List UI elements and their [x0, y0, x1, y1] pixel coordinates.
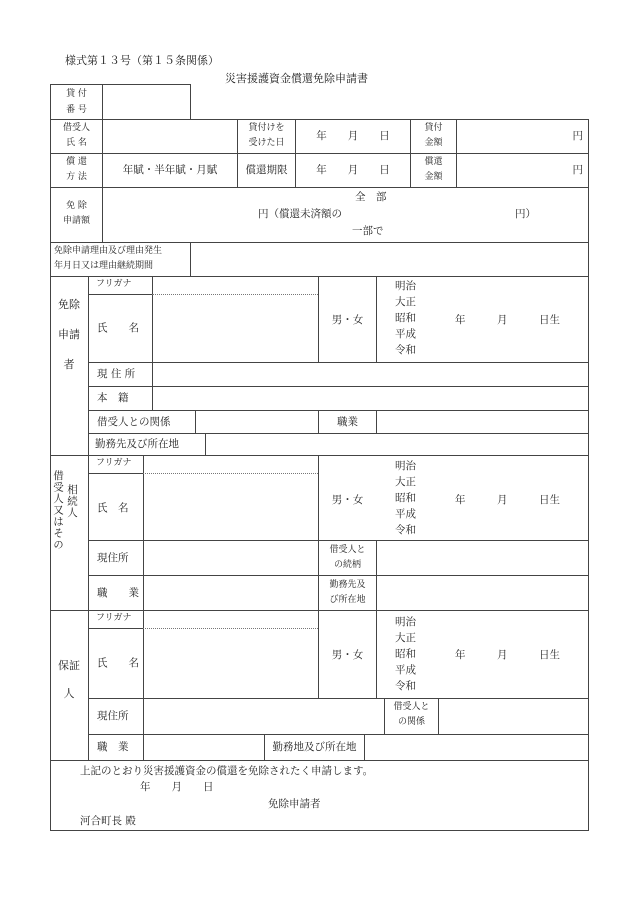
repay-amount-label: 償還 金額: [424, 157, 443, 182]
guarantor-gender: 男・女: [331, 649, 364, 661]
heir-furigana-label: フリガナ: [96, 458, 132, 468]
guarantor-furigana-label: フリガナ: [96, 613, 132, 623]
application-date: 年 月 日: [140, 781, 214, 793]
applicant-domicile-label: 本 籍: [97, 392, 129, 404]
repay-method-value: 年賦・半年賦・月賦: [122, 164, 218, 176]
applicant-era-list: 明治 大正 昭和 平成 令和: [395, 280, 416, 356]
applicant-workplace-label: 勤務先及び所在地: [95, 438, 179, 450]
applicant-signature-label: 免除申請者: [268, 798, 321, 810]
exemption-amount-label: 免 除 申請額: [62, 201, 90, 226]
guarantor-section-label: 保証人: [58, 659, 80, 700]
heir-birth-date: 年 月 日生: [455, 494, 560, 506]
addressee: 河合町長 殿: [80, 815, 136, 827]
heir-workplace-label: 勤務先及 び所在地: [329, 580, 366, 605]
applicant-job-label: 職業: [337, 416, 358, 428]
loan-amount-yen: 円: [572, 130, 583, 142]
applicant-address-label: 現 住 所: [97, 368, 136, 380]
repay-amount-yen: 円: [572, 164, 583, 176]
exemption-all: 全 部: [355, 191, 387, 203]
guarantor-relation-label: 借受人と の関係: [393, 702, 430, 727]
applicant-name-label: 氏 名: [97, 322, 139, 334]
heir-era-list: 明治 大正 昭和 平成 令和: [395, 460, 416, 536]
repay-deadline-label: 償還期限: [245, 164, 288, 176]
heir-name-label: 氏 名: [97, 502, 129, 514]
guarantor-name-label: 氏 名: [97, 657, 139, 669]
loan-amount-label: 貸付 金額: [424, 123, 443, 148]
exemption-part: 一部で: [352, 225, 384, 237]
guarantor-address-label: 現住所: [97, 710, 129, 722]
heir-relation-label: 借受人と の続柄: [329, 545, 366, 570]
applicant-section-label: 免除申請者: [58, 298, 80, 371]
exemption-yen-open: 円（償還未済額の: [258, 208, 342, 220]
heir-address-label: 現住所: [97, 552, 129, 564]
repay-deadline-value: 年 月 日: [316, 164, 390, 176]
guarantor-job-label: 職 業: [97, 741, 129, 753]
heir-section-label-b: 相続人: [66, 484, 78, 519]
form-title: 災害援護資金償還免除申請書: [225, 72, 368, 85]
form-number: 様式第１３号（第１５条関係）: [65, 54, 219, 67]
applicant-furigana-label: フリガナ: [96, 279, 132, 289]
applicant-relation-label: 借受人との関係: [97, 416, 171, 428]
guarantor-birth-date: 年 月 日生: [455, 649, 560, 661]
heir-section-label-a: 借受人又はその: [52, 470, 64, 551]
borrower-name-label: 借受人 氏 名: [62, 123, 90, 148]
guarantor-workplace-label: 勤務地及び所在地: [272, 741, 357, 753]
loan-date-value: 年 月 日: [316, 130, 390, 142]
exemption-yen-close: 円）: [515, 208, 536, 220]
heir-gender: 男・女: [331, 494, 364, 506]
application-statement: 上記のとおり災害援護資金の償還を免除されたく申請します。: [80, 765, 374, 777]
guarantor-era-list: 明治 大正 昭和 平成 令和: [395, 616, 416, 692]
applicant-gender: 男・女: [331, 314, 364, 326]
exemption-reason-label: 免除申請理由及び理由発生 年月日又は理由継続期間: [54, 246, 163, 271]
repay-method-label: 償 還 方 法: [66, 157, 87, 182]
loan-number-label: 貸 付 番 号: [66, 89, 87, 115]
applicant-birth-date: 年 月 日生: [455, 314, 560, 326]
heir-job-label: 職 業: [97, 587, 139, 599]
loan-received-date-label: 貸付けを 受けた日: [248, 123, 285, 148]
